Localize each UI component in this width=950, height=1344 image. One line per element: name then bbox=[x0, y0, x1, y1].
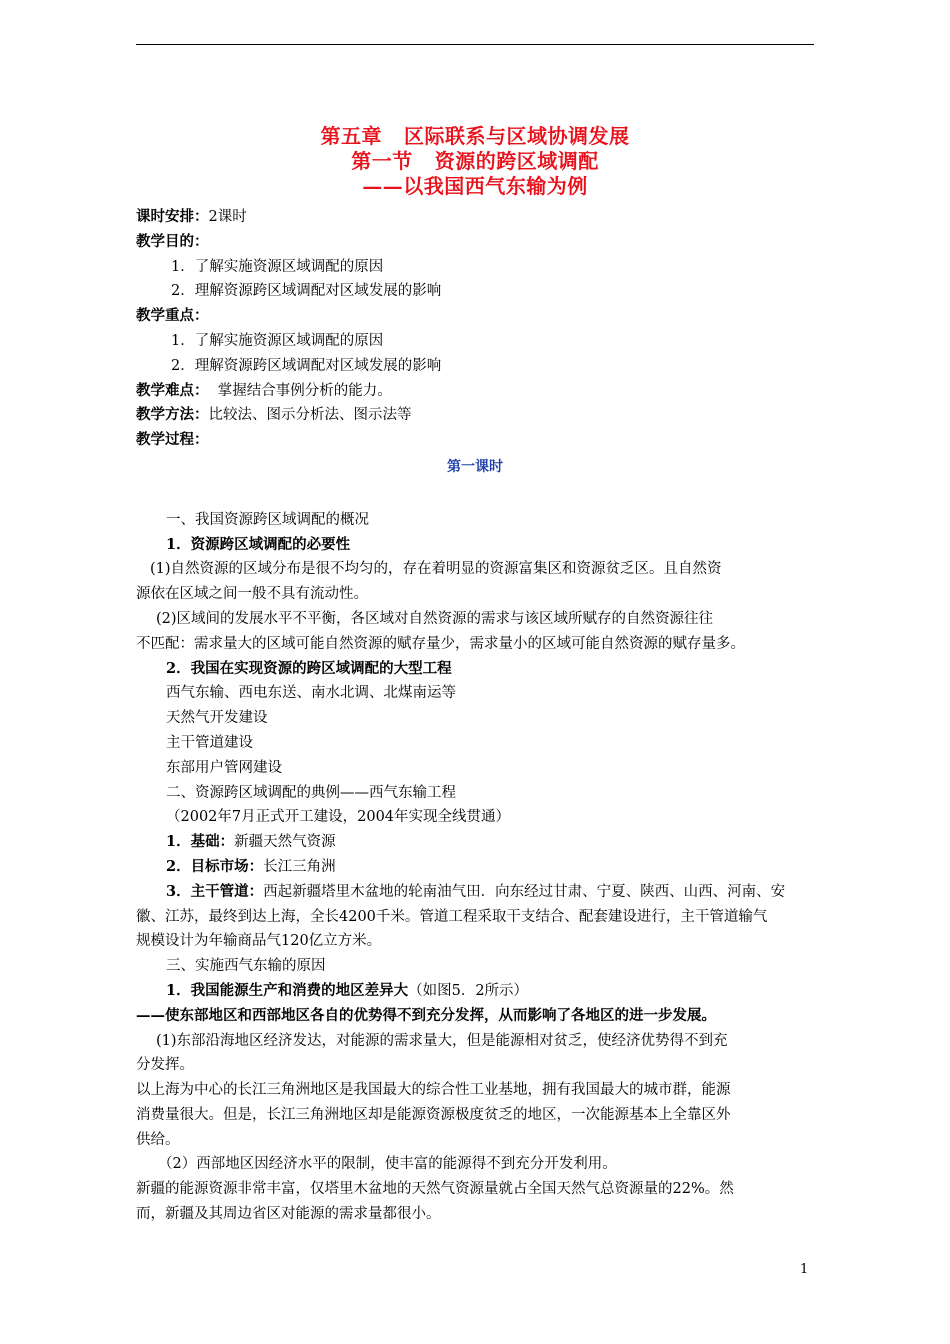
paragraph-line: 供给。 bbox=[136, 1131, 180, 1148]
key-item: 2．理解资源跨区域调配对区域发展的影响 bbox=[171, 357, 442, 374]
paragraph-line: 规模设计为年输商品气120亿立方米。 bbox=[136, 933, 382, 950]
lesson-title: 第一课时 bbox=[447, 458, 503, 475]
project-item: 东部用户管网建设 bbox=[166, 759, 282, 776]
chapter-title: 第五章 区际联系与区域协调发展 bbox=[320, 124, 630, 148]
key-label: 教学重点： bbox=[136, 307, 209, 325]
difficulty-line: 教学难点： 掌握结合事例分析的能力。 bbox=[136, 381, 392, 399]
subheading: 2．我国在实现资源的跨区域调配的大型工程 bbox=[166, 659, 452, 677]
paragraph-line: 而，新疆及其周边省区对能源的需求量都很小。 bbox=[136, 1206, 441, 1223]
process-label: 教学过程： bbox=[136, 431, 209, 449]
goals-label: 教学目的： bbox=[136, 232, 209, 250]
paragraph-line: (2)区域间的发展水平不平衡，各区域对自然资源的需求与该区域所赋存的自然资源往往 bbox=[156, 610, 714, 627]
goal-item: 1．了解实施资源区域调配的原因 bbox=[171, 258, 384, 275]
market-line: 2．目标市场：长江三角洲 bbox=[166, 857, 336, 875]
section-heading: 一、我国资源跨区域调配的概况 bbox=[166, 511, 369, 528]
paragraph-line: 源依在区域之间一般不具有流动性。 bbox=[136, 586, 368, 603]
subtitle: ——以我国西气东输为例 bbox=[362, 174, 588, 198]
paragraph-line: 新疆的能源资源非常丰富，仅塔里木盆地的天然气资源量就占全国天然气总资源量的22%。然 bbox=[136, 1181, 734, 1198]
pipeline-line: 3．主干管道：西起新疆塔里木盆地的轮南油气田．向东经过甘肃、宁夏、陕西、山西、河南、安 bbox=[166, 882, 786, 900]
section-heading: 三、实施西气东输的原因 bbox=[166, 958, 326, 975]
project-item: 主干管道建设 bbox=[166, 734, 253, 751]
paragraph-line: 徽、江苏，最终到达上海，全长4200千米。管道工程采取干支结合、配套建设进行，主干管道输气 bbox=[136, 908, 768, 925]
section-heading: 二、资源跨区域调配的典例——西气东输工程 bbox=[166, 784, 456, 801]
schedule-line: 课时安排：2课时 bbox=[136, 208, 247, 225]
paragraph-line: 以上海为中心的长江三角洲地区是我国最大的综合性工业基地，拥有我国最大的城市群，能源 bbox=[136, 1082, 731, 1099]
key-item: 1．了解实施资源区域调配的原因 bbox=[171, 332, 384, 349]
paragraph-line: 分发挥。 bbox=[136, 1057, 194, 1074]
subheading-line: 1．我国能源生产和消费的地区差异大（如图5．2所示） bbox=[166, 981, 529, 999]
project-item: 天然气开发建设 bbox=[166, 710, 268, 727]
paragraph-line: (1)自然资源的区域分布是很不均匀的，存在着明显的资源富集区和资源贫乏区。且自然资 bbox=[150, 561, 722, 578]
paragraph-line: 消费量很大。但是，长江三角洲地区却是能源资源极度贫乏的地区，一次能源基本上全靠区外 bbox=[136, 1106, 731, 1123]
section-title: 第一节 资源的跨区域调配 bbox=[351, 149, 599, 173]
subheading: 1．资源跨区域调配的必要性 bbox=[166, 535, 351, 553]
document-page bbox=[136, 124, 814, 1227]
page-number: 1 bbox=[800, 1262, 809, 1277]
goal-item: 2．理解资源跨区域调配对区域发展的影响 bbox=[171, 283, 442, 300]
paragraph-line: (1)东部沿海地区经济发达，对能源的需求量大，但是能源相对贫乏，使经济优势得不到充 bbox=[156, 1032, 728, 1049]
paragraph-line: 不匹配：需求量大的区域可能自然资源的赋存量少，需求量小的区域可能自然资源的赋存量多。 bbox=[136, 635, 745, 652]
project-item: 西气东输、西电东送、南水北调、北煤南运等 bbox=[166, 685, 456, 702]
header-rule bbox=[136, 44, 814, 45]
paragraph-line: （2）西部地区因经济水平的限制，使丰富的能源得不到充分开发利用。 bbox=[158, 1156, 617, 1173]
section-note: （2002年7月正式开工建设，2004年实现全线贯通） bbox=[166, 809, 511, 826]
method-line: 教学方法：比较法、图示分析法、图示法等 bbox=[136, 406, 412, 424]
body-text bbox=[136, 205, 814, 1227]
emphasis-line: ——使东部地区和西部地区各自的优势得不到充分发挥，从而影响了各地区的进一步发展。 bbox=[136, 1006, 716, 1024]
basis-line: 1．基础：新疆天然气资源 bbox=[166, 833, 336, 851]
